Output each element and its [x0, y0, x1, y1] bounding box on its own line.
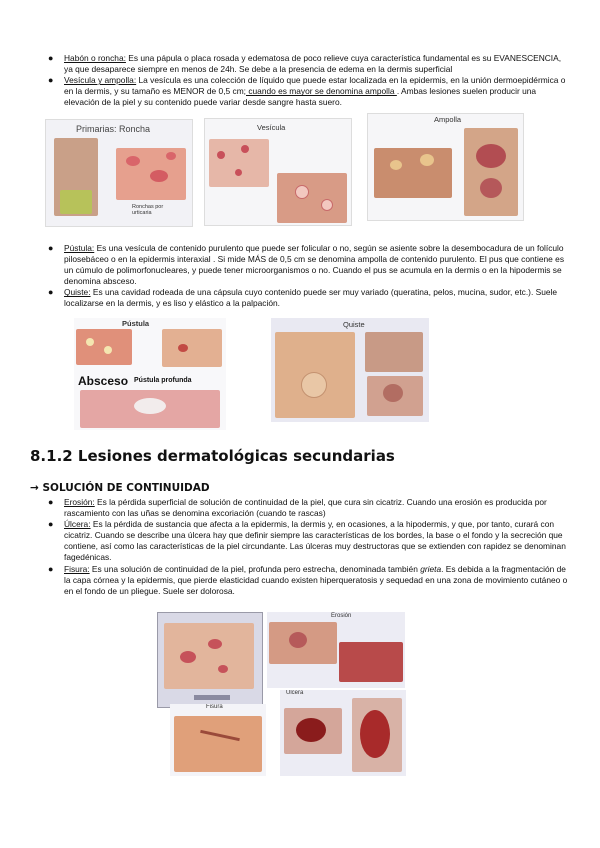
lesion-mark	[420, 154, 434, 166]
bullet-list-primary-lesions	[46, 53, 566, 108]
photo-vesicles-1	[209, 139, 269, 187]
definition-fisura-end: . Es debida a la fragmentación de la capa córnea y la epidermis, que pierde elasticidad cuando existen hiperqueratosis y sequedad en una zona de movimiento cutáneo o en el fondo de un pliegue. Suele ser dolorosa.	[64, 563, 568, 596]
definition-vesicula-end: . Ambas lesiones suelen producir una elevación de la piel y su contenido puede variar desde sangre hasta suero.	[64, 86, 537, 108]
figure-quiste	[271, 318, 429, 422]
list-item-vesicula	[46, 75, 566, 108]
lesion-mark	[218, 665, 228, 673]
lesion-mark	[217, 151, 225, 159]
figure-title-ampolla: Ampolla	[434, 115, 462, 124]
term-erosion: Erosión:	[64, 497, 95, 507]
bullet-list-pustula-quiste	[46, 243, 570, 310]
lesion-mark	[301, 372, 327, 398]
bullet-icon: ●	[48, 75, 54, 86]
bullet-icon: ●	[48, 243, 54, 253]
figure-fisura	[170, 704, 266, 776]
lesion-mark	[289, 632, 307, 648]
lesion-mark	[180, 651, 196, 663]
photo-child-clothes	[60, 190, 92, 214]
list-item-ulcera	[46, 519, 570, 563]
term-ulcera: Úlcera:	[64, 519, 91, 530]
lesion-mark	[390, 160, 402, 170]
lesion-mark	[134, 398, 166, 414]
photo-leg	[464, 128, 518, 216]
figure-ampolla	[367, 113, 524, 221]
definition-habon: Es una pápula o placa rosada y edematosa de poco relieve cuya característica fundamental es su EVANESCENCIA, ya que desaparece siempre en menos de 24h. Se debe a la presencia de edema en la dermis superficial	[64, 53, 562, 75]
lesion-mark	[235, 169, 242, 176]
term-pustula: Pústula:	[64, 243, 95, 253]
list-item-erosion	[46, 497, 570, 519]
photo-arm	[164, 623, 254, 689]
lesion-mark	[321, 199, 333, 211]
figure-pustula	[74, 318, 226, 430]
lesion-mark	[295, 185, 309, 199]
definition-ampolla-underlined: cuando es mayor se denomina ampolla	[246, 86, 397, 97]
list-item-quiste	[46, 287, 570, 309]
subsection-heading: → SOLUCIÓN DE CONTINUIDAD	[30, 482, 210, 494]
list-item-fisura	[46, 564, 570, 597]
lesion-mark	[86, 338, 94, 346]
absceso-label: Absceso	[78, 374, 129, 388]
figure-caption-roncha: Ronchas por urticaria	[132, 204, 164, 216]
definition-erosion: Es la pérdida superficial de solución de continuidad de la piel, que cura sin cicatriz. Cuando una erosión es producida por rascamiento con las uñas se denomina excoriación (cuando te rascas)	[64, 497, 547, 519]
figure-title-vesicula: Vesícula	[257, 123, 286, 132]
bullet-icon: ●	[48, 563, 54, 574]
bullet-icon: ●	[48, 53, 54, 63]
figure-title-fisura: Fisura	[206, 704, 223, 710]
lesion-mark	[104, 346, 112, 354]
term-habon: Habón o roncha:	[64, 53, 126, 63]
figure-erosion	[267, 612, 405, 688]
lesion-mark	[360, 710, 390, 758]
photo-pustules-2	[162, 329, 222, 367]
lesion-mark	[480, 178, 502, 198]
photo-cyst-2	[365, 332, 423, 372]
photo-vesicles-2	[277, 173, 347, 223]
term-quiste: Quiste:	[64, 287, 91, 298]
figure-title-pustula: Pústula	[122, 319, 150, 328]
section-heading: 8.1.2 Lesiones dermatológicas secundarias	[30, 447, 395, 465]
lesion-mark	[126, 156, 140, 166]
lesion-mark	[476, 144, 506, 168]
photo-fingers	[174, 716, 262, 772]
lesion-mark	[208, 639, 222, 649]
photo-erosion	[339, 642, 403, 682]
term-fisura: Fisura:	[64, 563, 90, 574]
list-item-pustula	[46, 243, 570, 287]
figure-title-roncha: Primarias: Roncha	[76, 124, 151, 134]
term-vesicula: Vesícula y ampolla:	[64, 75, 137, 86]
lesion-mark	[296, 718, 326, 742]
figure-title-ulcera: Úlcera	[286, 690, 304, 696]
definition-ulcera: Es la pérdida de sustancia que afecta a la epidermis, la dermis y, en ocasiones, a la hipodermis, y que, por tanto, curará con cicatriz. Cuando se describe una úlcera hay que definir siempre las características de los bordes, la base o el fondo y la secreción que contiene, así como las características de la piel circundante. Las úlceras muy destructoras que se extienden con rapidez se denominan fagedénicas.	[64, 519, 566, 563]
lesion-mark	[150, 170, 168, 182]
photo-hands	[374, 148, 452, 198]
term-grieta: grieta	[420, 563, 442, 574]
bullet-icon: ●	[48, 497, 54, 507]
figure-title-erosion: Erosión	[331, 613, 352, 619]
definition-quiste: Es una cavidad rodeada de una cápsula cuyo contenido puede ser muy variado (queratina, pelos, mucina, sudor, etc.). Suele localizarse en la dermis, y es liso y elástico a la palpación.	[64, 287, 558, 309]
bullet-list-secondary-lesions	[46, 497, 570, 597]
absceso-sublabel: Pústula profunda	[134, 377, 192, 384]
figure-title-quiste: Quiste	[343, 320, 365, 329]
figure-vesicula	[204, 118, 352, 226]
lesion-mark	[241, 145, 249, 153]
bullet-icon: ●	[48, 287, 54, 298]
figure-roncha	[45, 119, 193, 227]
lesion-mark	[383, 384, 403, 402]
list-item-habon	[46, 53, 566, 75]
lesion-mark	[178, 344, 188, 352]
definition-pustula: Es una vesícula de contenido purulento que puede ser folicular o no, según se asiente sobre la desembocadura de un folículo pilosebáceo o en la epidermis interaxial . Si mide MÁS de 0,5 cm se denomina ampolla de contenido purulento. El pus que contiene es un cúmulo de polimorfonucleares, y puede tener microorganismos o no. Cuando el pus se acumula en la dermis o en la hipodermis se denomina absceso.	[64, 243, 565, 287]
lesion-mark	[166, 152, 176, 160]
bullet-icon: ●	[48, 519, 54, 530]
figure-erosion-arm	[157, 612, 263, 708]
image-bar	[194, 695, 230, 700]
definition-fisura: Es una solución de continuidad de la piel, profunda pero estrecha, denominada también	[89, 563, 421, 574]
figure-ulcera	[280, 690, 406, 776]
definition-vesicula: La vesícula es una colección de líquido que puede estar localizada en la epidermis, en la unión dermoepidérmica o en la dermis, y su tamaño es MENOR de 0,5 cm;	[64, 75, 566, 97]
